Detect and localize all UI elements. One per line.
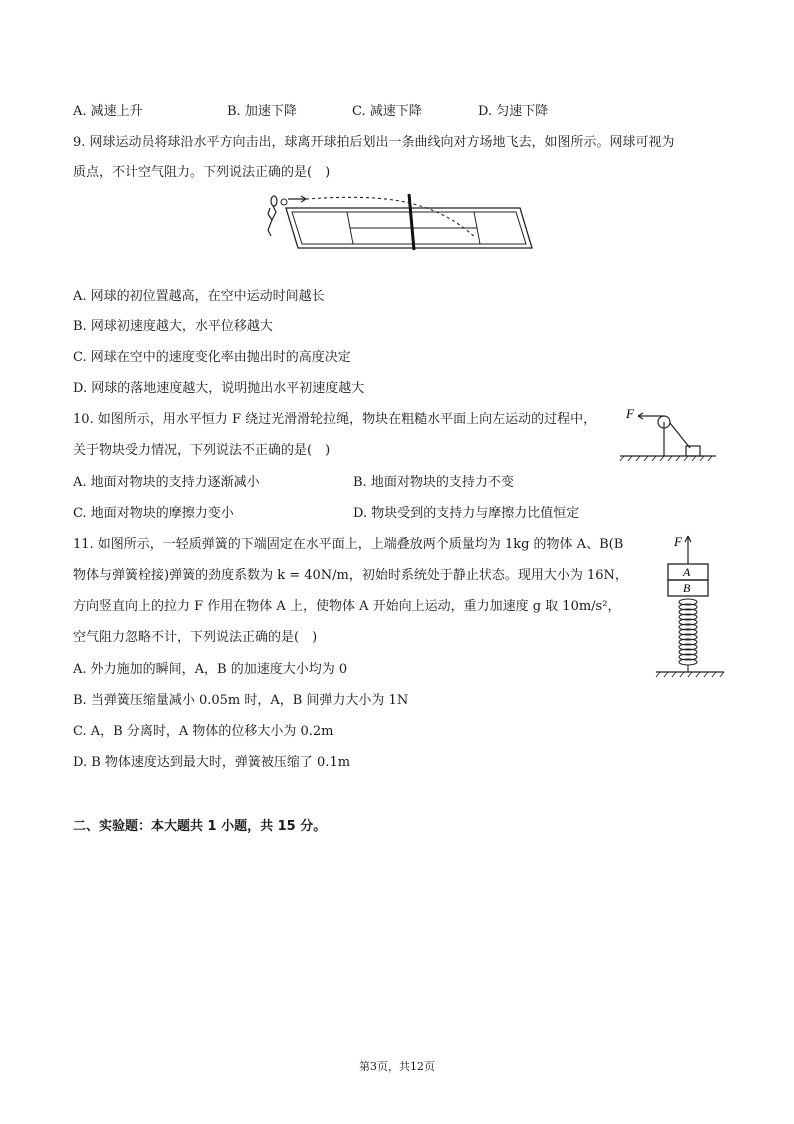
q11-stem-line4: 空气阻力忽略不计，下列说法正确的是( ) [73,630,318,645]
q10-option-c: C. 地面对物块的摩擦力变小 [73,506,234,521]
q9-tennis-court-figure [262,190,532,252]
q8-option-d: D. 匀速下降 [478,104,549,119]
q10-stem-line1: 10. 如图所示，用水平恒力 F 绕过光滑滑轮拉绳，物块在粗糙水平面上向左运动的过程中， [73,412,597,427]
block-icon [686,446,700,456]
q8-option-a: A. 减速上升 [73,104,143,119]
spring-icon [679,599,697,672]
trajectory [306,197,476,238]
q9-stem-line2: 质点，不计空气阻力。下列说法正确的是( ) [73,165,331,180]
q10-option-d: D. 物块受到的支持力与摩擦力比值恒定 [353,506,580,521]
player-icon [268,196,277,236]
q9-option-b: B. 网球初速度越大，水平位移越大 [73,319,273,334]
q11-option-d: D. B 物体速度达到最大时，弹簧被压缩了 0.1m [73,755,351,770]
q11-option-a: A. 外力施加的瞬间，A，B 的加速度大小均为 0 [73,662,348,677]
q9-option-a: A. 网球的初位置越高，在空中运动时间越长 [73,289,325,304]
q8-option-b: B. 加速下降 [227,104,297,119]
q11-force-label: F [674,534,682,549]
q11-stem-line3: 方向竖直向上的拉力 F 作用在物体 A 上，使物体 A 开始向上运动，重力加速度 g 取 10m/s²， [73,599,621,614]
ball-icon [281,199,287,205]
q10-stem-line2: 关于物块受力情况，下列说法不正确的是( ) [73,443,331,458]
block-a-label: A [683,565,691,579]
block-b-label: B [683,581,691,595]
q11-option-c: C. A，B 分离时，A 物体的位移大小为 0.2m [73,724,334,739]
q9-stem-line1: 9. 网球运动员将球沿水平方向击出，球离开球拍后划出一条曲线向对方场地飞去，如图所示。网球可视为 [73,135,675,150]
q10-option-a: A. 地面对物块的支持力逐渐减小 [73,475,260,490]
page-number: 第3页，共12页 [359,1060,435,1073]
q11-spring-figure [652,530,728,682]
q10-option-b: B. 地面对物块的支持力不变 [353,475,514,490]
q8-option-c: C. 减速下降 [352,104,422,119]
q11-option-b: B. 当弹簧压缩量减小 0.05m 时，A，B 间弹力大小为 1N [73,693,409,708]
q11-stem-line2: 物体与弹簧栓接)弹簧的劲度系数为 k = 40N/m，初始时系统处于静止状态。现用大小为 16N， [73,568,628,583]
q10-force-label: F [626,406,634,421]
net [409,194,414,250]
section-heading: 二、实验题：本大题共 1 小题，共 15 分。 [73,819,327,834]
q10-pulley-figure [620,404,720,466]
q11-stem-line1: 11. 如图所示，一轻质弹簧的下端固定在水平面上，上端叠放两个质量均为 1kg 的物体 A、B(B [73,537,624,552]
q9-option-d: D. 网球的落地速度越大，说明抛出水平初速度越大 [73,381,365,396]
q9-option-c: C. 网球在空中的速度变化率由抛出时的高度决定 [73,350,351,365]
